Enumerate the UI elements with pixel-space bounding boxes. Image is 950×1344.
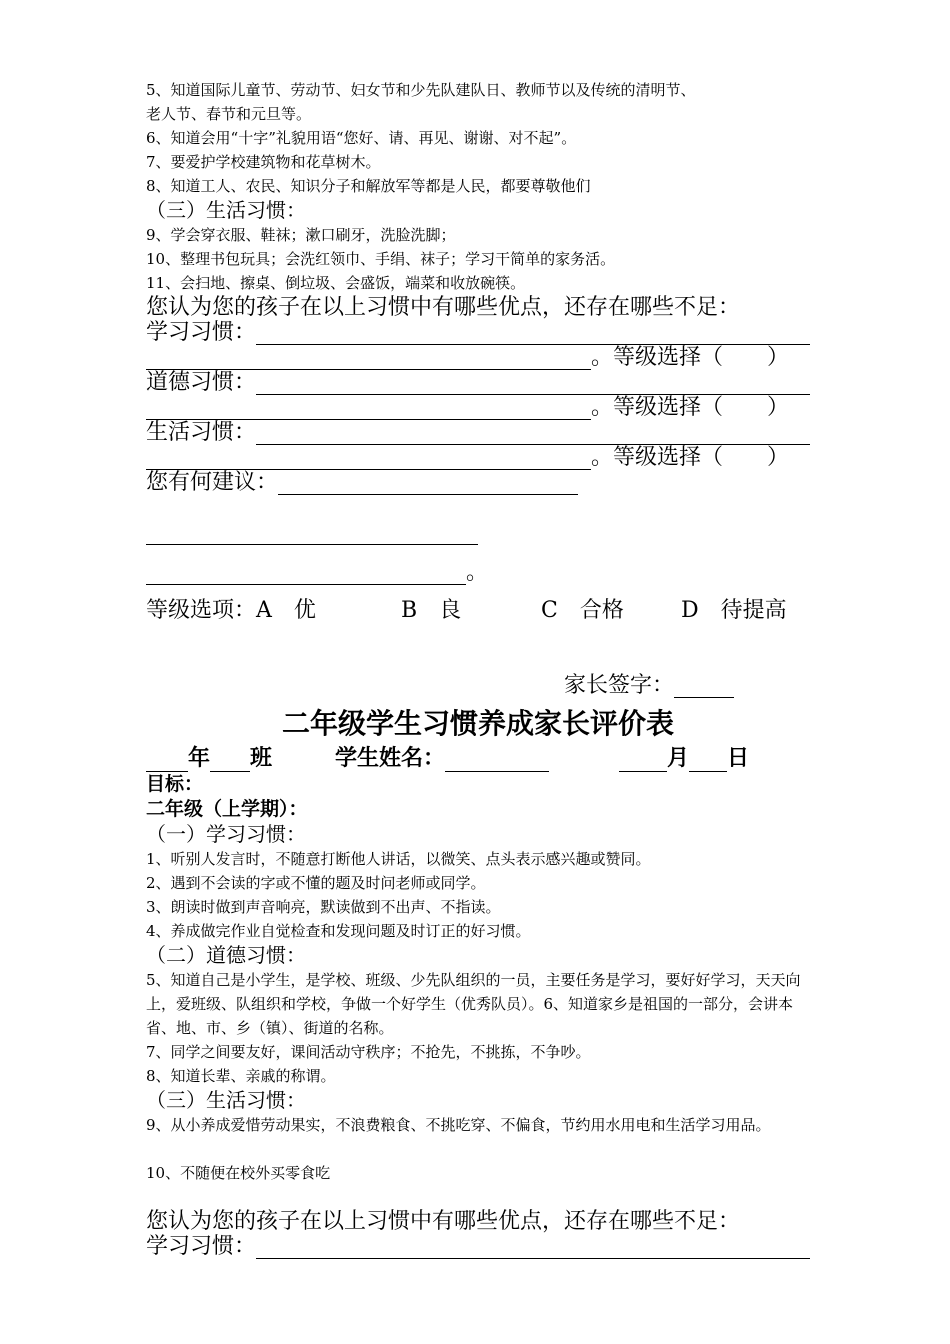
grade-option-c: C 合格 — [541, 598, 624, 623]
study-item-2: 2、遇到不会读的字或不懂的题及时问老师或同学。 — [146, 874, 486, 892]
moral-grade-row — [146, 395, 810, 420]
class-info-row — [146, 744, 810, 772]
life-grade-select[interactable]: 。等级选择（ ） — [591, 445, 790, 470]
suggestion-row-2 — [146, 520, 810, 545]
evaluation-question-2: 您认为您的孩子在以上习惯中有哪些优点，还存在哪些不足： — [146, 1209, 741, 1234]
study-grade-select[interactable]: 。等级选择（ ） — [591, 345, 790, 370]
moral-habit-field-cont[interactable] — [146, 397, 591, 420]
moral-item-5-6: 5、知道自己是小学生，是学校、班级、少先队组织的一员，主要任务是学习，要好好学习，天天向上，爱班级、队组织和学校，争做一个好学生（优秀队员）。6、知道家乡是祖国的一部分，会讲本省、地、市、乡（镇）、街道的名称。 — [146, 971, 801, 1037]
moral-habit-row — [146, 370, 810, 395]
suggestion-field-2[interactable] — [146, 522, 478, 545]
day-label: 日 — [727, 746, 750, 771]
moral-item-5b: 老人节、春节和元旦等。 — [146, 105, 312, 123]
year-label: 年 — [188, 746, 211, 771]
moral-habit-field[interactable] — [256, 372, 810, 395]
life-habit-field[interactable] — [256, 422, 810, 445]
life-heading: （三）生活习惯： — [146, 198, 306, 222]
life-habit-row — [146, 420, 810, 445]
month-field[interactable] — [619, 749, 667, 772]
moral-heading: （二）道德习惯： — [146, 943, 306, 967]
study-habit-field-cont[interactable] — [146, 347, 591, 370]
class-label: 班 — [250, 746, 273, 771]
grade-option-a: 等级选项：A 优 — [146, 598, 316, 623]
grade-option-b: B 良 — [401, 598, 462, 623]
life-grade-row — [146, 445, 810, 470]
signature-row — [146, 673, 810, 698]
moral-item-7: 7、要爱护学校建筑物和花草树木。 — [146, 153, 381, 171]
life-item-10: 10、整理书包玩具；会洗红领巾、手绢、袜子；学习干简单的家务活。 — [146, 250, 616, 268]
grade-options — [146, 593, 810, 623]
student-name-field[interactable] — [445, 749, 549, 772]
suggestion-field[interactable] — [278, 472, 578, 495]
study-habit-row-2 — [146, 1234, 810, 1259]
study-habit-field[interactable] — [256, 322, 810, 345]
document-page — [146, 78, 810, 1259]
year-field[interactable] — [146, 749, 188, 772]
study-item-3: 3、朗读时做到声音响亮，默读做到不出声、不指读。 — [146, 898, 501, 916]
signature-label: 家长签字： — [564, 673, 675, 698]
study-item-1: 1、听别人发言时，不随意打断他人讲话，以微笑、点头表示感兴趣或赞同。 — [146, 850, 651, 868]
life-item-9: 9、学会穿衣服、鞋袜；漱口刷牙，洗脸洗脚； — [146, 226, 456, 244]
moral-item-5a: 5、知道国际儿童节、劳动节、妇女节和少先队建队日、教师节以及传统的清明节、 — [146, 81, 696, 99]
day-field[interactable] — [689, 749, 727, 772]
suggestion-field-3[interactable] — [146, 562, 466, 585]
study-habit-label: 学习习惯： — [146, 320, 257, 345]
study-grade-row — [146, 345, 810, 370]
student-name-label: 学生姓名： — [335, 746, 446, 771]
life-habit-label: 生活习惯： — [146, 420, 257, 445]
suggestion-row — [146, 470, 810, 495]
moral-grade-select[interactable]: 。等级选择（ ） — [591, 395, 790, 420]
suggestion-row-3 — [146, 560, 810, 585]
evaluation-question: 您认为您的孩子在以上习惯中有哪些优点，还存在哪些不足： — [146, 295, 741, 320]
moral-habit-label: 道德习惯： — [146, 370, 257, 395]
end-mark: 。 — [466, 560, 489, 585]
moral-item-8: 8、知道长辈、亲戚的称谓。 — [146, 1067, 336, 1085]
study-item-4: 4、养成做完作业自觉检查和发现问题及时订正的好习惯。 — [146, 922, 531, 940]
moral-item-6: 6、知道会用“十字”礼貌用语“您好、请、再见、谢谢、对不起”。 — [146, 129, 577, 147]
form-title: 二年级学生习惯养成家长评价表 — [281, 707, 674, 740]
life-item-11: 11、会扫地、擦桌、倒垃圾、会盛饭，端菜和收放碗筷。 — [146, 274, 526, 292]
moral-item-7: 7、同学之间要友好，课间活动守秩序；不抢先，不挑拣，不争吵。 — [146, 1043, 591, 1061]
moral-item-8: 8、知道工人、农民、知识分子和解放军等都是人民，都要尊敬他们 — [146, 177, 591, 195]
month-label: 月 — [667, 746, 690, 771]
signature-field[interactable] — [674, 675, 734, 698]
study-habit-label-2: 学习习惯： — [146, 1234, 257, 1259]
life-habit-field-cont[interactable] — [146, 447, 591, 470]
study-heading: （一）学习习惯： — [146, 822, 306, 846]
goal-label: 目标： — [146, 773, 204, 795]
semester-label: 二年级（上学期）： — [146, 798, 308, 820]
life-item-9: 9、从小养成爱惜劳动果实，不浪费粮食、不挑吃穿、不偏食，节约用水用电和生活学习用品。 — [146, 1116, 771, 1134]
suggestion-label: 您有何建议： — [146, 470, 279, 495]
life-item-10: 10、不随便在校外买零食吃 — [146, 1164, 331, 1182]
life-heading-2: （三）生活习惯： — [146, 1088, 306, 1112]
study-habit-field-2[interactable] — [256, 1236, 810, 1259]
grade-option-d: D 待提高 — [681, 598, 787, 623]
study-habit-row — [146, 320, 810, 345]
class-field[interactable] — [210, 749, 250, 772]
